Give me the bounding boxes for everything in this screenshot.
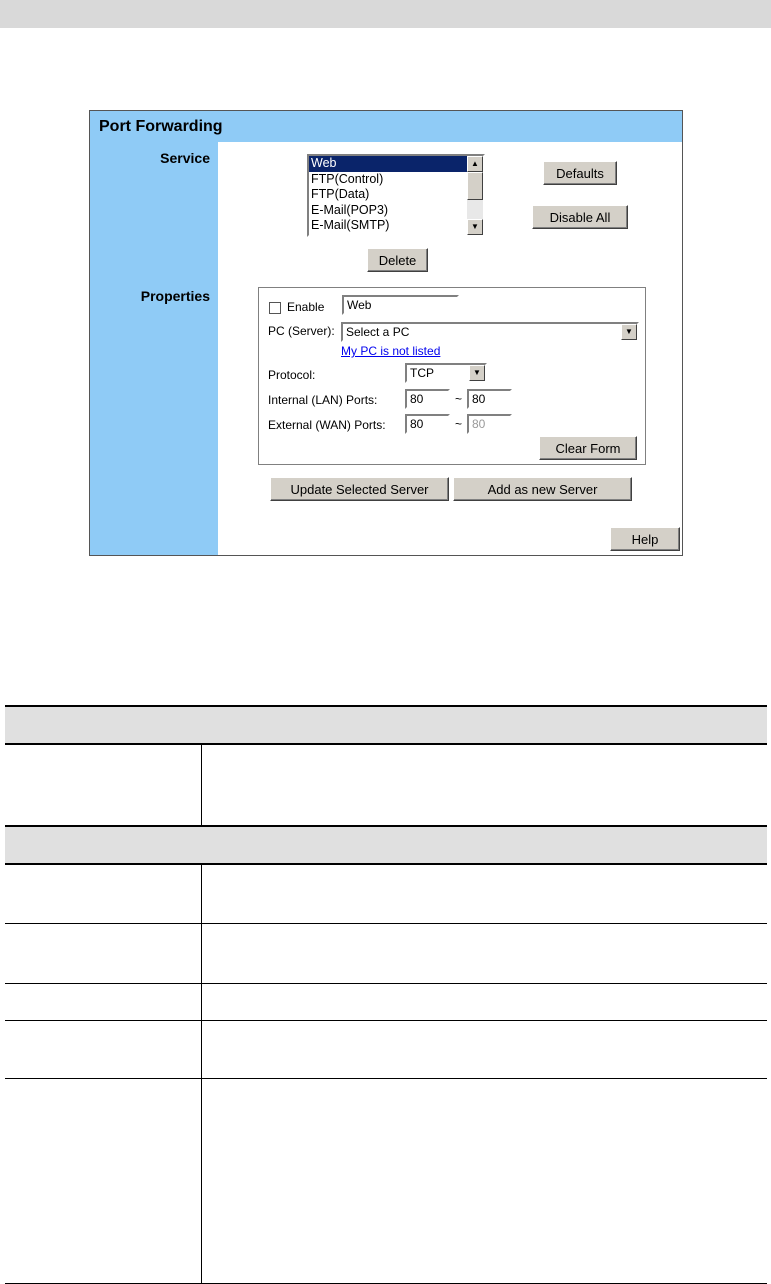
service-list-item[interactable]: E-Mail(POP3) [311, 202, 389, 217]
panel-title: Port Forwarding [90, 111, 682, 142]
protocol-select-value: TCP [410, 366, 434, 380]
pc-server-select[interactable] [341, 322, 639, 342]
table-row [5, 983, 767, 1020]
pc-not-listed-link[interactable]: My PC is not listed [341, 344, 441, 358]
listbox-scrollbar[interactable] [467, 156, 483, 235]
defaults-button[interactable]: Defaults [543, 161, 617, 185]
protocol-label: Protocol: [268, 368, 316, 382]
pc-server-select-value: Select a PC [346, 325, 410, 339]
service-listbox[interactable] [307, 154, 485, 237]
internal-port-from-input[interactable]: 80 [405, 389, 450, 409]
table-row [5, 744, 767, 826]
internal-port-to-input[interactable]: 80 [467, 389, 512, 409]
panel-left-column [90, 142, 218, 555]
internal-ports-label: Internal (LAN) Ports: [268, 393, 378, 407]
pc-server-label: PC (Server): [268, 324, 335, 338]
external-port-to-input: 80 [467, 414, 512, 434]
delete-button[interactable]: Delete [367, 248, 428, 272]
scroll-down-icon[interactable]: ▼ [467, 219, 483, 235]
chevron-down-icon[interactable]: ▼ [621, 324, 637, 340]
scroll-up-icon[interactable]: ▲ [467, 156, 483, 172]
service-list-item[interactable]: Web [309, 156, 467, 172]
add-new-server-button[interactable]: Add as new Server [453, 477, 632, 501]
service-list-item[interactable]: FTP(Control) [311, 171, 384, 186]
table-row [5, 1078, 767, 1283]
enable-label: Enable [287, 300, 325, 314]
service-name-input[interactable]: Web [342, 295, 459, 315]
table-row [5, 864, 767, 923]
port-range-separator: ~ [455, 392, 463, 406]
port-range-separator: ~ [455, 417, 463, 431]
properties-box [258, 287, 646, 465]
external-ports-label: External (WAN) Ports: [268, 418, 386, 432]
table-header-row [5, 826, 767, 864]
port-forwarding-screenshot [89, 110, 683, 556]
enable-checkbox[interactable] [269, 302, 281, 314]
properties-section-label: Properties [140, 288, 210, 304]
table-row [5, 923, 767, 983]
external-port-from-input[interactable]: 80 [405, 414, 450, 434]
scrollbar-thumb[interactable] [467, 172, 483, 200]
update-selected-server-button[interactable]: Update Selected Server [270, 477, 449, 501]
clear-form-button[interactable]: Clear Form [539, 436, 637, 460]
description-table [5, 705, 767, 1284]
service-list-item[interactable]: E-Mail(SMTP) [311, 218, 390, 232]
table-header-row [5, 706, 767, 744]
service-list-item[interactable]: FTP(Data) [311, 187, 370, 201]
help-button[interactable]: Help [610, 527, 680, 551]
page-header-bar [0, 0, 771, 28]
protocol-select[interactable] [405, 363, 487, 383]
disable-all-button[interactable]: Disable All [532, 205, 628, 229]
table-row [5, 1020, 767, 1078]
service-section-label: Service [160, 150, 210, 166]
chevron-down-icon[interactable]: ▼ [469, 365, 485, 381]
